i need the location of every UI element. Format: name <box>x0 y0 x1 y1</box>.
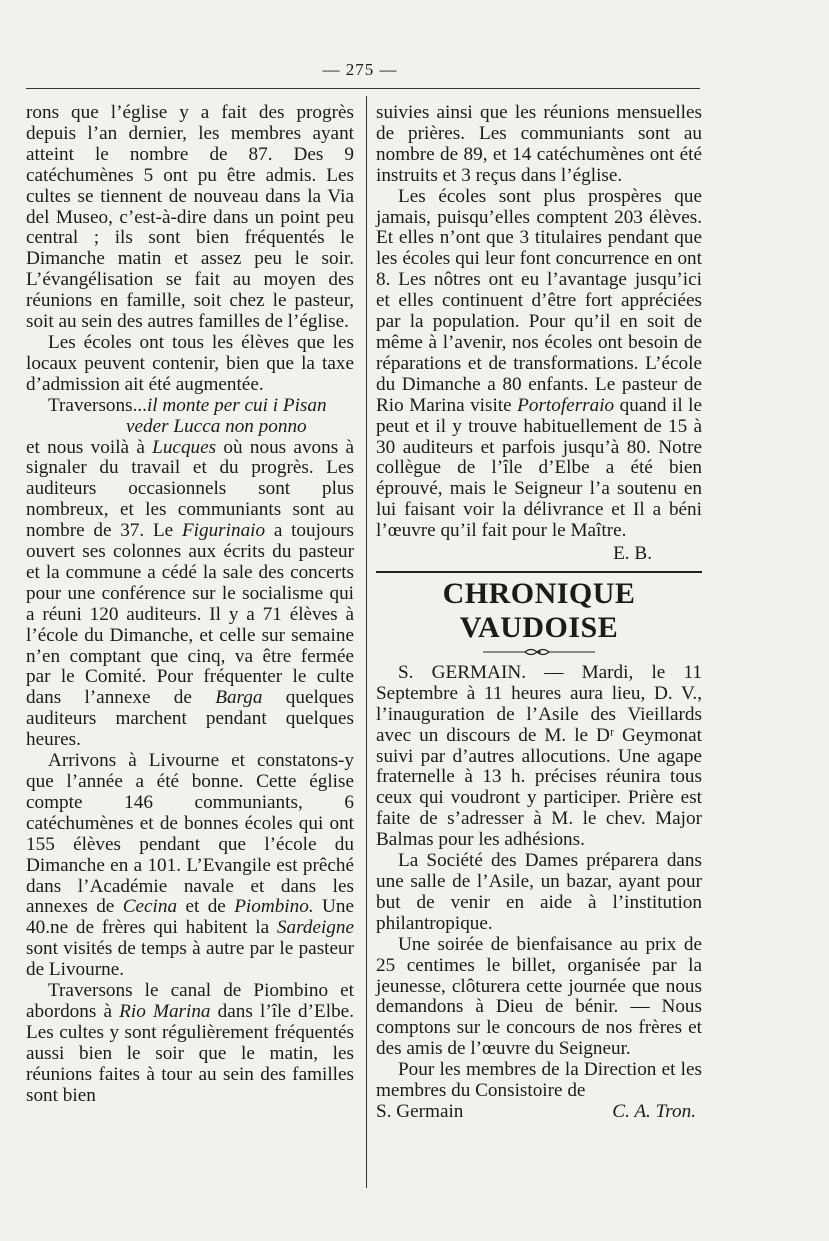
text-run: et de <box>177 896 235 918</box>
quoted-verse: il monte per cui i Pisan <box>146 394 327 416</box>
header-rule <box>26 88 700 89</box>
paragraph-with-quote <box>26 396 354 438</box>
text-run: quand il le peut et il y trouve habituellement de 15 à 30 auditeurs et parfois jusqu’à 80. Notre collègue de l’île d’Elbe a été bien éprouvé, mais le Seigneur l’a soutenu en lui faisant voir la délivrance et Il a béni l’œuvre qu’il fait pour le Maître. <box>376 394 702 542</box>
paragraph: La Société des Dames préparera dans une salle de l’Asile, un bazar, ayant pour but de venir en aide à l’institution philantropique. <box>376 850 702 934</box>
paragraph: rons que l’église y a fait des progrès depuis l’an dernier, les membres ayant atteint le nombre de 87. Des 9 catéchumènes 5 ont pu être admis. Les cultes se tiennent de nouveau dans la Via del Museo, c’est-à-dire dans un point peu central ; ils sont bien fréquentés le Dimanche matin et assez peu le soir. L’évangélisation se fait au moyen des réunions en famille, soit chez le pasteur, soit au sein des autres familles de l’église. <box>26 102 354 333</box>
place-name: Lucques <box>152 436 217 458</box>
paragraph <box>26 981 354 1106</box>
text-run: et nous voilà à <box>26 436 153 458</box>
column-divider <box>366 96 367 1188</box>
paragraph <box>26 751 354 981</box>
paragraph: S. GERMAIN. — Mardi, le 11 Septembre à 11 heures aura lieu, D. V., l’inauguration de l’Asile des Vieillards avec un discours de M. le Dʳ Geymonat suivi par d’autres allocutions. Une agape fraternelle à 13 h. précises réunira tous ceux qui voudront y participer. Prière est faite de s’adresser à M. le chev. Major Balmas pour les adhésions. <box>376 661 702 851</box>
ornament-flourish <box>479 647 599 657</box>
publication-name: Figurinaio <box>181 520 266 542</box>
paragraph <box>26 438 354 752</box>
text-run: Traversons... <box>48 394 147 416</box>
place-name: Piombino. <box>234 896 314 918</box>
section-rule <box>376 571 702 573</box>
place-name: Sardeigne <box>276 917 354 939</box>
place-name: Barga <box>215 687 263 709</box>
text-run: où nous avons à signaler du travail et du progrès. Les auditeurs occasionnels sont plus nombreux, et les communiants sont au nombre de 37. Le <box>26 436 354 542</box>
place-name: Portoferraio <box>517 394 615 416</box>
text-run: Arrivons à Livourne et constatons-y que l’année a été bonne. Cette église compte 146 communiants, 6 catéchumènes et de bonnes écoles qui ont 155 élèves pendant que l’école du Dimanche en a 101. L’Evangile est prêché dans l’Académie navale et dans les annexes de <box>26 750 354 918</box>
signoff-author: C. A. Tron. <box>612 1100 696 1122</box>
paragraph: Une soirée de bienfaisance au prix de 25 centimes le billet, organisée par la jeunesse, clôturera cette journée que nous demandons à Dieu de bénir. — Nous comptons sur le concours de nos frères et des amis de l’œuvre du Seigneur. <box>376 933 702 1060</box>
text-run: sont visités de temps à autre par le pasteur de Livourne. <box>26 938 354 981</box>
text-run: quelques auditeurs marchent pendant quelques heures. <box>26 687 354 751</box>
author-signature: E. B. <box>613 543 652 565</box>
paragraph: suivies ainsi que les réunions mensuelles de prières. Les communiants sont au nombre de 89, et 14 catéchumènes ont été instruits et 3 reçus dans l’église. <box>376 102 702 186</box>
text-run: Les écoles sont plus prospères que jamais, puisqu’elles comptent 203 élèves. Et elles n’ont que 3 titulaires pendant que les écoles qui leur font concurrence en ont 8. Les nôtres ont eu l’avantage jusqu’ici et elles continuent d’être fort appréciées par la population. Pour qu’il en soit de même à l’avenir, nos écoles ont besoin de réparations et de transformations. L’école du Dimanche a 80 enfants. Le pasteur de Rio Marina visite <box>376 185 702 416</box>
place-name: Cecina <box>122 896 178 918</box>
paragraph: Pour les membres de la Direction et les membres du Consistoire de <box>376 1059 702 1102</box>
signoff-place: S. Germain <box>376 1100 464 1122</box>
page-number: — 275 — <box>322 60 398 79</box>
place-name: Rio Marina <box>119 1000 211 1022</box>
paragraph <box>376 187 702 542</box>
text-run: dans l’île d’Elbe. Les cultes y sont régulièrement fréquentés aussi bien le soir que le matin, les réunions faites à tour au sein des familles sont bien <box>26 1000 354 1106</box>
right-column <box>376 103 702 1123</box>
signoff-line <box>376 1102 702 1123</box>
paragraph: Les écoles ont tous les élèves que les locaux peuvent contenir, bien que la taxe d’admission ait été augmentée. <box>26 331 354 395</box>
text-run: a toujours ouvert ses colonnes aux écrits du pasteur et la commune a cédé la sale des concerts pour une conférence sur le socialisme qui a réuni 120 auditeurs. Il y a 71 élèves à l’école du Dimanche, et celle sur semaine n’en comptant que cinq, va être fermée par le Comité. Pour fréquenter le culte dans l’annexe de <box>26 520 354 709</box>
quoted-verse: veder Lucca non ponno <box>126 415 307 437</box>
left-column <box>26 103 354 1107</box>
section-title: CHRONIQUE VAUDOISE <box>442 576 636 644</box>
text-run: Une 40.ne de frères qui habitent la <box>26 896 354 939</box>
text-run: Traversons le canal de Piombino et abordons à <box>26 980 354 1022</box>
